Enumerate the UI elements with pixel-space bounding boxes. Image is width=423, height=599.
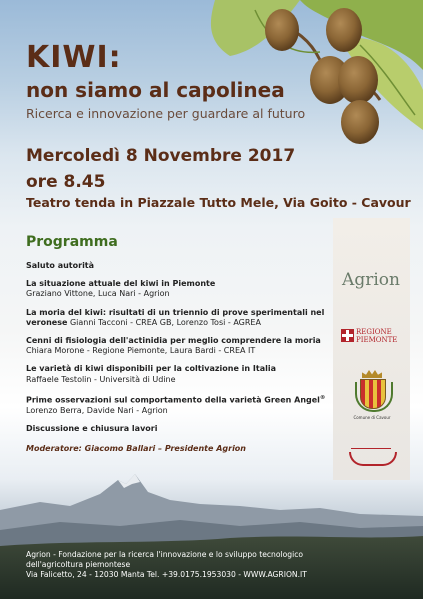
footer-contact: Via Falicetto, 24 - 12030 Manta Tel. +39.0175.1953030 - WWW.AGRION.IT	[26, 570, 307, 579]
program-list	[26, 261, 328, 454]
program-item	[26, 261, 328, 271]
footer-line: dell'agricoltura piemontese	[26, 560, 131, 569]
regione-piemonte-logo	[341, 328, 401, 344]
program-heading: Programma	[26, 234, 118, 250]
cavour-caption: Comune di Cavour	[353, 415, 391, 420]
program-item	[26, 424, 328, 434]
program-item-title: Saluto autorità	[26, 261, 95, 270]
program-item-title: Discussione e chiusura lavori	[26, 423, 158, 433]
program-item	[26, 364, 328, 384]
program-item-title: La moria del kiwi: risultati di un triennio di prove sperimentali nel	[26, 307, 325, 317]
program-item-title-continued: veronese	[26, 317, 68, 327]
program-item	[26, 308, 328, 328]
program-item-title: Cenni di fisiologia dell'actinidia per meglio comprendere la moria	[26, 336, 321, 346]
poster-tagline: Ricerca e innovazione per guardare al futuro	[26, 106, 306, 121]
poster-title: KIWI:	[26, 40, 122, 75]
program-item-speakers: Lorenzo Berra, Davide Nari - Agrion	[26, 405, 168, 415]
program-item-speakers: Graziano Vittone, Luca Nari - Agrion	[26, 289, 170, 299]
program-item-speakers: Chiara Morone - Regione Piemonte, Laura Bardi - CREA IT	[26, 346, 256, 356]
program-item	[26, 279, 328, 299]
program-item-title: Le varietà di kiwi disponibili per la coltivazione in Italia	[26, 364, 276, 374]
event-date: Mercoledì 8 Novembre 2017	[26, 146, 296, 166]
agrion-logo: Agrion	[342, 270, 400, 290]
sponsor-logo-band	[333, 218, 410, 480]
event-time: ore 8.45	[26, 172, 106, 192]
regione-piemonte-flag-icon	[341, 329, 354, 342]
program-item-speakers: Gianni Tacconi - CREA GB, Lorenzo Tosi - AGREA	[69, 317, 261, 327]
program-item-title: La situazione attuale del kiwi in Piemonte	[26, 279, 216, 289]
program-item-speakers: Raffaele Testolin - Università di Udine	[26, 374, 176, 384]
tutto-mele-logo	[346, 448, 396, 468]
program-moderator: Moderatore: Giacomo Ballari – Presidente Agrion	[26, 444, 246, 454]
program-item-title: Prime osservazioni sul comportamento della varietà Green Angel	[26, 395, 320, 405]
footer	[26, 550, 307, 580]
regione-logo-text: REGIONE PIEMONTE	[356, 328, 398, 344]
event-venue: Teatro tenda in Piazzale Tutto Mele, Via Goito - Cavour	[26, 195, 411, 210]
program-item	[26, 336, 328, 356]
poster-subtitle: non siamo al capolinea	[26, 78, 285, 102]
registered-mark: ®	[319, 394, 326, 401]
footer-line: Agrion - Fondazione per la ricerca l'innovazione e lo sviluppo tecnologico	[26, 550, 304, 559]
program-item	[26, 393, 328, 416]
